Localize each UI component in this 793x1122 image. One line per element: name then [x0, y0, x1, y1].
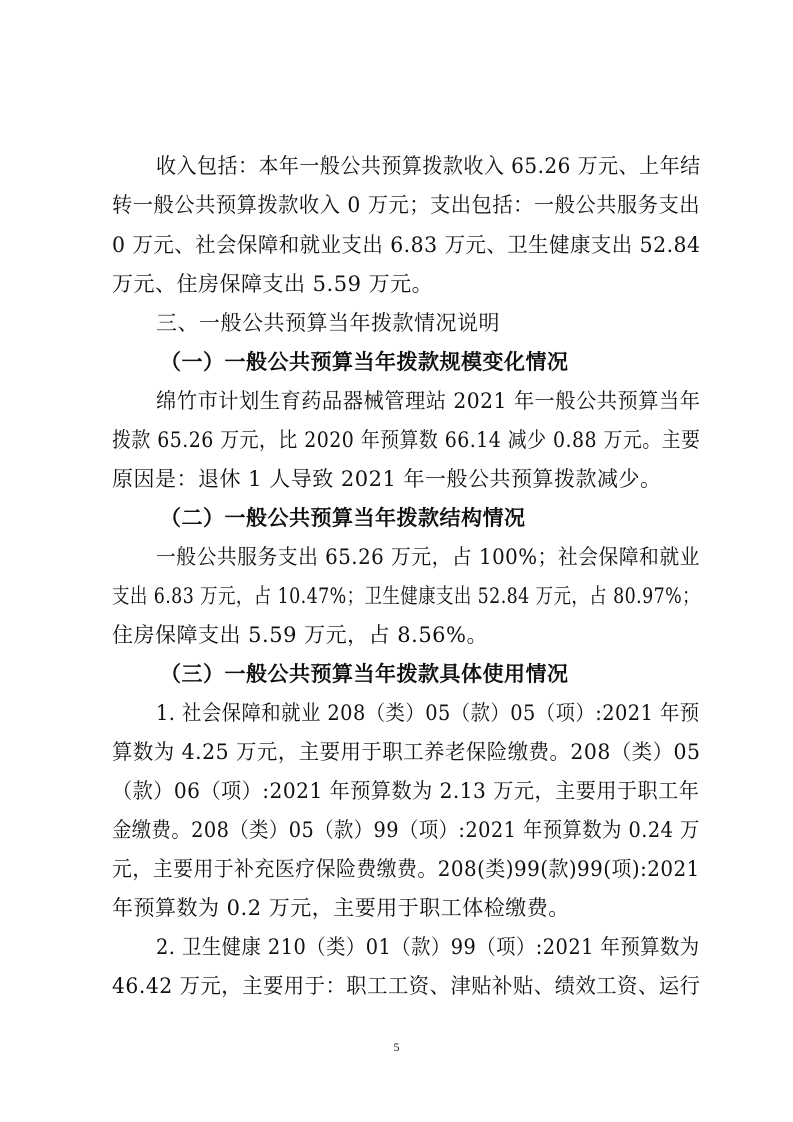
subsection-heading: （一）一般公共预算当年拨款规模变化情况 [160, 349, 569, 374]
paragraph-line: 年预算数为 0.2 万元，主要用于职工体检缴费。 [112, 896, 570, 920]
paragraph-line: 万元、住房保障支出 5.59 万元。 [112, 272, 434, 296]
subsection-heading: （二）一般公共预算当年拨款结构情况 [160, 505, 526, 530]
paragraph-line: 原因是：退休 1 人导致 2021 年一般公共预算拨款减少。 [112, 467, 662, 491]
paragraph-line: （款）06（项）:2021 年预算数为 2.13 万元，主要用于职工年 [112, 779, 700, 803]
page-number: 5 [393, 1040, 400, 1054]
paragraph-line: 一般公共服务支出 65.26 万元，占 100%；社会保障和就业 [156, 545, 700, 569]
paragraph-line: 0 万元、社会保障和就业支出 6.83 万元、卫生健康支出 52.84 [112, 233, 701, 257]
paragraph-line: 2. 卫生健康 210（类）01（款）99（项）:2021 年预算数为 [156, 935, 700, 959]
section-heading: 三、一般公共预算当年拨款情况说明 [156, 311, 500, 335]
paragraph-line: 收入包括：本年一般公共预算拨款收入 65.26 万元、上年结 [156, 154, 701, 178]
paragraph-line: 金缴费。208（类）05（款）99（项）:2021 年预算数为 0.24 万 [112, 818, 700, 842]
paragraph-line: 元，主要用于补充医疗保险费缴费。208(类)99(款)99(项):2021 [112, 857, 700, 881]
paragraph-line: 1. 社会保障和就业 208（类）05（款）05（项）:2021 年预 [156, 701, 700, 725]
paragraph-line: 支出 6.83 万元，占 10.47%；卫生健康支出 52.84 万元，占 80.97%； [112, 584, 700, 608]
paragraph-line: 拨款 65.26 万元，比 2020 年预算数 66.14 减少 0.88 万元。主要 [112, 428, 701, 452]
paragraph-line: 绵竹市计划生育药品器械管理站 2021 年一般公共预算当年 [156, 389, 701, 413]
paragraph-line: 算数为 4.25 万元，主要用于职工养老保险缴费。208（类）05 [112, 740, 701, 764]
paragraph-line: 住房保障支出 5.59 万元，占 8.56%。 [112, 623, 488, 647]
subsection-heading: （三）一般公共预算当年拨款具体使用情况 [160, 661, 569, 686]
paragraph-line: 转一般公共预算拨款收入 0 万元；支出包括：一般公共服务支出 [112, 193, 701, 217]
paragraph-line: 46.42 万元，主要用于：职工工资、津贴补贴、绩效工资、运行 [112, 974, 701, 998]
